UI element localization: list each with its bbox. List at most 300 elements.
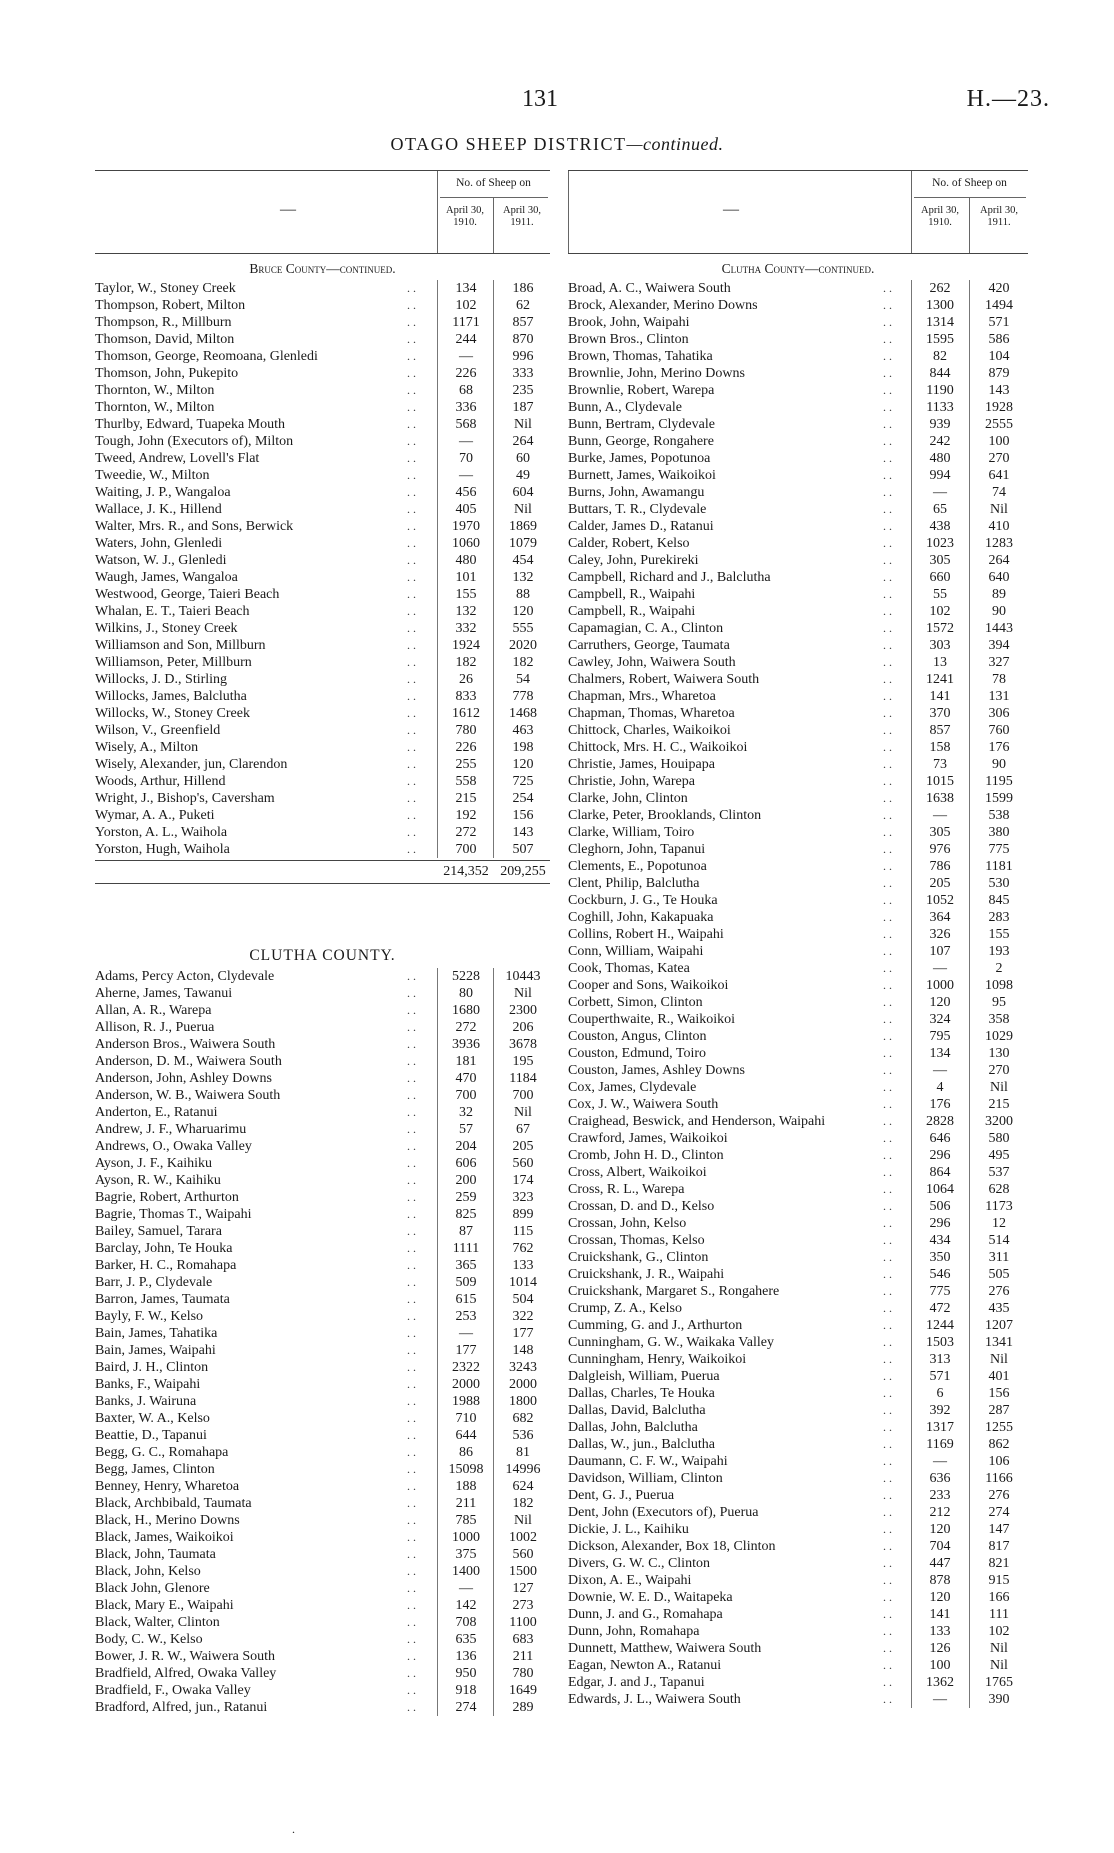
sheep-count-1910: 568 — [455, 417, 477, 432]
sheep-count-1911: 62 — [516, 298, 530, 313]
table-row — [568, 484, 1028, 501]
leader-dots: . . — [407, 1564, 416, 1578]
table-row — [568, 1691, 1028, 1708]
sheep-count-1911: 100 — [988, 434, 1010, 449]
table-row — [95, 484, 550, 501]
holder-name: Thornton, W., Milton — [95, 383, 215, 398]
holder-name: Burns, John, Awamangu — [568, 485, 705, 500]
sheep-count-1911: 1184 — [509, 1071, 537, 1086]
sheep-count-1910: 700 — [455, 1088, 477, 1103]
holder-name: Burnett, James, Waikoikoi — [568, 468, 716, 483]
table-row — [568, 909, 1028, 926]
holder-name: Christie, James, Houipapa — [568, 757, 715, 772]
leader-dots: . . — [407, 1326, 416, 1340]
sheep-count-1910: 6 — [936, 1386, 944, 1401]
table-row — [568, 994, 1028, 1011]
sheep-count-1910: 141 — [929, 1607, 951, 1622]
sheep-count-1910: 636 — [929, 1471, 951, 1486]
column-rule — [969, 280, 970, 1708]
sheep-count-1911: 628 — [988, 1182, 1010, 1197]
sheep-count-1911: 60 — [516, 451, 530, 466]
table-row — [568, 1079, 1028, 1096]
holder-name: Brock, Alexander, Merino Downs — [568, 298, 758, 313]
leader-dots: . . — [407, 774, 416, 788]
table-row — [568, 1521, 1028, 1538]
leader-dots: . . — [407, 400, 416, 414]
page-header — [0, 80, 1114, 120]
table-row — [568, 773, 1028, 790]
sheep-count-1911: 195 — [512, 1054, 534, 1069]
leader-dots: . . — [883, 1658, 892, 1672]
table-row — [95, 654, 550, 671]
leader-dots: . . — [883, 1148, 892, 1162]
holder-name: Williamson and Son, Millburn — [95, 638, 266, 653]
sheep-count-1910: 13 — [933, 655, 947, 670]
leader-dots: . . — [883, 1386, 892, 1400]
holder-name: Clarke, John, Clinton — [568, 791, 688, 806]
holder-name: Bain, James, Tahatika — [95, 1326, 218, 1341]
leader-dots: . . — [883, 1063, 892, 1077]
holder-name: Watson, W. J., Glenledi — [95, 553, 227, 568]
table-row — [568, 1623, 1028, 1640]
header-col-1910: April 30, 1910. — [446, 205, 484, 228]
holder-name: Brownlie, Robert, Warepa — [568, 383, 715, 398]
leader-dots: . . — [883, 740, 892, 754]
leader-dots: . . — [407, 1139, 416, 1153]
holder-name: Chapman, Mrs., Wharetoa — [568, 689, 716, 704]
leader-dots: . . — [407, 1632, 416, 1646]
table-row — [568, 399, 1028, 416]
table-row — [568, 569, 1028, 586]
sheep-count-1910: 1300 — [926, 298, 954, 313]
table-row — [568, 858, 1028, 875]
holder-name: Chalmers, Robert, Waiwera South — [568, 672, 760, 687]
sheep-count-1911: 700 — [512, 1088, 534, 1103]
holder-name: Collins, Robert H., Waipahi — [568, 927, 724, 942]
page-title — [0, 134, 1114, 155]
leader-dots: . . — [407, 1649, 416, 1663]
leader-dots: . . — [407, 1037, 416, 1051]
table-row — [95, 1665, 550, 1682]
table-row — [95, 467, 550, 484]
holder-name: Wisely, A., Milton — [95, 740, 199, 755]
sheep-count-1910: 1595 — [926, 332, 954, 347]
holder-name: Chapman, Thomas, Wharetoa — [568, 706, 735, 721]
sheep-count-1911: 74 — [992, 485, 1006, 500]
leader-dots: . . — [407, 1156, 416, 1170]
sheep-count-1911: 176 — [988, 740, 1010, 755]
total-1911: 209,255 — [500, 864, 546, 879]
holder-name: Andrew, J. F., Wharuarimu — [95, 1122, 247, 1137]
sheep-count-1911: 130 — [988, 1046, 1010, 1061]
leader-dots: . . — [407, 1309, 416, 1323]
table-row — [95, 1172, 550, 1189]
holder-name: Davidson, William, Clinton — [568, 1471, 723, 1486]
holder-name: Crossan, D. and D., Kelso — [568, 1199, 715, 1214]
holder-name: Brown Bros., Clinton — [568, 332, 689, 347]
table-row — [568, 790, 1028, 807]
sheep-count-1910: 233 — [929, 1488, 951, 1503]
holder-name: Anderson, W. B., Waiwera South — [95, 1088, 281, 1103]
sheep-count-1910: 57 — [459, 1122, 473, 1137]
sheep-count-1911: 1765 — [985, 1675, 1013, 1690]
holder-name: Anderson Bros., Waiwera South — [95, 1037, 276, 1052]
sheep-count-1910: 82 — [933, 349, 947, 364]
holder-name: Broad, A. C., Waiwera South — [568, 281, 731, 296]
sheep-count-1911: 54 — [516, 672, 530, 687]
table-row — [95, 1512, 550, 1529]
sheep-count-1910: 192 — [455, 808, 477, 823]
leader-dots: . . — [883, 774, 892, 788]
sheep-count-1910: 120 — [929, 995, 951, 1010]
sheep-count-1910: 274 — [455, 1700, 477, 1715]
sheep-count-1910: 976 — [929, 842, 951, 857]
leader-dots: . . — [883, 1607, 892, 1621]
holder-name: Edwards, J. L., Waiwera South — [568, 1692, 741, 1707]
holder-name: Thompson, R., Millburn — [95, 315, 232, 330]
holder-name: Dixon, A. E., Waipahi — [568, 1573, 692, 1588]
table-row — [568, 1147, 1028, 1164]
sheep-count-1910: 242 — [929, 434, 951, 449]
leader-dots: . . — [883, 961, 892, 975]
leader-dots: . . — [407, 1462, 416, 1476]
sheep-count-1910: 212 — [929, 1505, 951, 1520]
holder-name: Dunn, John, Romahapa — [568, 1624, 700, 1639]
holder-name: Thomson, John, Pukepito — [95, 366, 239, 381]
table-row — [568, 892, 1028, 909]
leader-dots: . . — [883, 1488, 892, 1502]
sheep-count-1910: 68 — [459, 383, 473, 398]
holder-name: Cruickshank, Margaret S., Rongahere — [568, 1284, 780, 1299]
holder-name: Waters, John, Glenledi — [95, 536, 223, 551]
table-row — [95, 1648, 550, 1665]
leader-dots: . . — [883, 1573, 892, 1587]
sheep-count-1910: 215 — [455, 791, 477, 806]
table-row — [568, 739, 1028, 756]
sheep-count-1911: 215 — [988, 1097, 1010, 1112]
leader-dots: . . — [407, 281, 416, 295]
table-row — [568, 297, 1028, 314]
bruce-county-rows — [95, 280, 550, 858]
sheep-count-1910: 833 — [455, 689, 477, 704]
sheep-count-1911: 283 — [988, 910, 1010, 925]
table-row — [95, 705, 550, 722]
table-row — [95, 1019, 550, 1036]
leader-dots: . . — [883, 842, 892, 856]
holder-name: Bayly, F. W., Kelso — [95, 1309, 204, 1324]
table-row — [568, 1232, 1028, 1249]
table-row — [95, 1376, 550, 1393]
sheep-count-1910: 313 — [929, 1352, 951, 1367]
table-row — [568, 1062, 1028, 1079]
sheep-count-1911: 2020 — [509, 638, 537, 653]
sheep-count-1911: 560 — [512, 1156, 534, 1171]
sheep-count-1910: 918 — [455, 1683, 477, 1698]
leader-dots: . . — [407, 1105, 416, 1119]
table-row — [568, 1266, 1028, 1283]
sheep-count-1910: 296 — [929, 1216, 951, 1231]
sheep-count-1911: 182 — [512, 655, 534, 670]
sheep-count-1911: 1599 — [985, 791, 1013, 806]
sheep-count-1910: 296 — [929, 1148, 951, 1163]
table-row — [95, 671, 550, 688]
sheep-count-1911: 127 — [512, 1581, 534, 1596]
holder-name: Craighead, Beswick, and Henderson, Waipahi — [568, 1114, 826, 1129]
holder-name: Cox, James, Clydevale — [568, 1080, 697, 1095]
sheep-count-1911: 206 — [512, 1020, 534, 1035]
holder-name: Tweed, Andrew, Lovell's Flat — [95, 451, 260, 466]
sheep-count-1911: 323 — [512, 1190, 534, 1205]
leader-dots: . . — [407, 1547, 416, 1561]
sheep-count-1911: 504 — [512, 1292, 534, 1307]
holder-name: Clements, E., Popotunoa — [568, 859, 707, 874]
sheep-count-1911: 390 — [988, 1692, 1010, 1707]
sheep-count-1910: 107 — [929, 944, 951, 959]
sheep-count-1910: 102 — [455, 298, 477, 313]
sheep-count-1911: 560 — [512, 1547, 534, 1562]
sheep-count-1910: 1171 — [452, 315, 480, 330]
table-row — [95, 1580, 550, 1597]
holder-name: Allan, A. R., Warepa — [95, 1003, 212, 1018]
table-row — [95, 722, 550, 739]
sheep-count-1910: 3936 — [452, 1037, 480, 1052]
header-group-label: No. of Sheep on — [456, 177, 531, 189]
leader-dots: . . — [407, 757, 416, 771]
leader-dots: . . — [407, 315, 416, 329]
holder-name: Banks, J. Wairuna — [95, 1394, 197, 1409]
sheep-count-1911: 410 — [988, 519, 1010, 534]
leader-dots: . . — [407, 1513, 416, 1527]
sheep-count-1910: 1503 — [926, 1335, 954, 1350]
holder-name: Aherne, James, Tawanui — [95, 986, 233, 1001]
leader-dots: . . — [883, 1641, 892, 1655]
table-row — [95, 841, 550, 858]
sheep-count-1910: 1133 — [926, 400, 954, 415]
sheep-count-1911: 143 — [988, 383, 1010, 398]
column-rule — [493, 280, 494, 858]
sheep-count-1910: 708 — [455, 1615, 477, 1630]
holder-name: Campbell, R., Waipahi — [568, 604, 696, 619]
sheep-count-1911: 205 — [512, 1139, 534, 1154]
table-row — [568, 1011, 1028, 1028]
leader-dots: . . — [883, 1114, 892, 1128]
leader-dots: . . — [883, 1301, 892, 1315]
leader-dots: . . — [407, 604, 416, 618]
sheep-count-1911: Nil — [514, 1513, 532, 1528]
sheep-count-1911: 133 — [512, 1258, 534, 1273]
sheep-count-1911: 322 — [512, 1309, 534, 1324]
table-row — [95, 1291, 550, 1308]
sheep-count-1910: 1988 — [452, 1394, 480, 1409]
leader-dots: . . — [407, 986, 416, 1000]
holder-name: Dunn, J. and G., Romahapa — [568, 1607, 723, 1622]
sheep-count-1910: 55 — [933, 587, 947, 602]
leader-dots: . . — [407, 1360, 416, 1374]
sheep-count-1910: — — [459, 1581, 473, 1596]
table-row — [568, 382, 1028, 399]
holder-name: Tweedie, W., Milton — [95, 468, 210, 483]
leader-dots: . . — [883, 1250, 892, 1264]
holder-name: Downie, W. E. D., Waitapeka — [568, 1590, 733, 1605]
holder-name: Begg, James, Clinton — [95, 1462, 215, 1477]
holder-name: Chittock, Charles, Waikoikoi — [568, 723, 731, 738]
table-row — [568, 1164, 1028, 1181]
leader-dots: . . — [883, 876, 892, 890]
leader-dots: . . — [883, 468, 892, 482]
holder-name: Thomson, George, Reomoana, Glenledi — [95, 349, 318, 364]
leader-dots: . . — [407, 1088, 416, 1102]
sheep-count-1910: — — [459, 1326, 473, 1341]
sheep-count-1910: 4 — [936, 1080, 944, 1095]
table-row — [95, 1359, 550, 1376]
sheep-count-1911: 90 — [992, 604, 1006, 619]
leader-dots: . . — [883, 553, 892, 567]
table-row — [95, 1070, 550, 1087]
holder-name: Anderson, John, Ashley Downs — [95, 1071, 272, 1086]
sheep-count-1910: 392 — [929, 1403, 951, 1418]
sheep-count-1911: 81 — [516, 1445, 530, 1460]
sheep-count-1911: 111 — [989, 1607, 1009, 1622]
sheep-count-1910: 644 — [455, 1428, 477, 1443]
holder-name: Benney, Henry, Wharetoa — [95, 1479, 240, 1494]
holder-name: Couston, Edmund, Toiro — [568, 1046, 706, 1061]
leader-dots: . . — [407, 1343, 416, 1357]
table-row — [568, 1589, 1028, 1606]
leader-dots: . . — [407, 1700, 416, 1714]
holder-name: Thurlby, Edward, Tuapeka Mouth — [95, 417, 286, 432]
sheep-count-1911: 106 — [988, 1454, 1010, 1469]
header-group-label: No. of Sheep on — [932, 177, 1007, 189]
holder-name: Banks, F., Waipahi — [95, 1377, 201, 1392]
table-row — [95, 535, 550, 552]
holder-name: Barker, H. C., Romahapa — [95, 1258, 237, 1273]
sheep-count-1910: 1064 — [926, 1182, 954, 1197]
holder-name: Wright, J., Bishop's, Caversham — [95, 791, 275, 806]
sheep-count-1910: — — [933, 961, 947, 976]
holder-name: Tough, John (Executors of), Milton — [95, 434, 294, 449]
leader-dots: . . — [883, 1080, 892, 1094]
sheep-count-1911: 148 — [512, 1343, 534, 1358]
sheep-count-1911: 624 — [512, 1479, 534, 1494]
sheep-count-1911: 358 — [988, 1012, 1010, 1027]
sheep-count-1911: 270 — [988, 451, 1010, 466]
table-row — [568, 467, 1028, 484]
leader-dots: . . — [883, 1352, 892, 1366]
table-row — [95, 1427, 550, 1444]
leader-dots: . . — [883, 1131, 892, 1145]
leader-dots: . . — [883, 621, 892, 635]
sheep-count-1910: 1000 — [926, 978, 954, 993]
sheep-count-1911: 604 — [512, 485, 534, 500]
holder-name: Baird, J. H., Clinton — [95, 1360, 209, 1375]
sheep-count-1911: 683 — [512, 1632, 534, 1647]
sheep-count-1910: 506 — [929, 1199, 951, 1214]
holder-name: Coghill, John, Kakapuaka — [568, 910, 714, 925]
table-row — [568, 1453, 1028, 1470]
leader-dots: . . — [407, 1598, 416, 1612]
holder-name: Edgar, J. and J., Tapanui — [568, 1675, 705, 1690]
leader-dots: . . — [883, 1624, 892, 1638]
leader-dots: . . — [883, 944, 892, 958]
leader-dots: . . — [407, 434, 416, 448]
table-row — [95, 620, 550, 637]
table-row — [568, 1538, 1028, 1555]
leader-dots: . . — [407, 451, 416, 465]
table-row — [568, 416, 1028, 433]
sheep-count-1910: 205 — [929, 876, 951, 891]
table-row — [568, 1640, 1028, 1657]
table-row — [95, 433, 550, 450]
sheep-count-1911: 780 — [512, 1666, 534, 1681]
sheep-count-1911: 463 — [512, 723, 534, 738]
table-row — [95, 552, 550, 569]
leader-dots: . . — [883, 825, 892, 839]
sheep-count-1911: 435 — [988, 1301, 1010, 1316]
sheep-count-1911: 862 — [988, 1437, 1010, 1452]
sheep-count-1911: 454 — [512, 553, 534, 568]
leader-dots: . . — [883, 349, 892, 363]
sheep-count-1911: 1468 — [509, 706, 537, 721]
sheep-count-1910: 204 — [455, 1139, 477, 1154]
leader-dots: . . — [883, 434, 892, 448]
sheep-count-1911: 273 — [512, 1598, 534, 1613]
sheep-count-1910: 1400 — [452, 1564, 480, 1579]
leader-dots: . . — [407, 1530, 416, 1544]
leader-dots: . . — [407, 1292, 416, 1306]
holder-name: Corbett, Simon, Clinton — [568, 995, 703, 1010]
sheep-count-1910: 2000 — [452, 1377, 480, 1392]
table-row — [95, 1206, 550, 1223]
table-row — [95, 1478, 550, 1495]
leader-dots: . . — [407, 969, 416, 983]
sheep-count-1910: 1169 — [926, 1437, 954, 1452]
sheep-count-1910: 456 — [455, 485, 477, 500]
table-row — [95, 297, 550, 314]
table-row — [95, 314, 550, 331]
sheep-count-1910: 332 — [455, 621, 477, 636]
leader-dots: . . — [407, 1428, 416, 1442]
sheep-count-1911: 1255 — [985, 1420, 1013, 1435]
table-row — [95, 1597, 550, 1614]
sheep-count-1911: 274 — [988, 1505, 1010, 1520]
sheep-count-1911: 1869 — [509, 519, 537, 534]
table-row — [95, 382, 550, 399]
leader-dots: . . — [883, 1284, 892, 1298]
table-row — [568, 501, 1028, 518]
sheep-count-1911: 1079 — [509, 536, 537, 551]
leader-dots: . . — [407, 536, 416, 550]
sheep-count-1910: 2322 — [452, 1360, 480, 1375]
sheep-count-1910: 364 — [929, 910, 951, 925]
sheep-count-1910: 375 — [455, 1547, 477, 1562]
sheep-count-1910: 136 — [455, 1649, 477, 1664]
sheep-count-1911: 289 — [512, 1700, 534, 1715]
sheep-count-1911: 571 — [988, 315, 1010, 330]
table-row — [95, 1563, 550, 1580]
sheep-count-1911: Nil — [990, 1080, 1008, 1095]
table-row — [568, 1283, 1028, 1300]
header-col-1911: April 30, 1911. — [503, 205, 541, 228]
leader-dots: . . — [883, 502, 892, 516]
holder-name: Body, C. W., Kelso — [95, 1632, 203, 1647]
table-row — [95, 1257, 550, 1274]
sheep-count-1911: 682 — [512, 1411, 534, 1426]
leader-dots: . . — [883, 1675, 892, 1689]
leader-dots: . . — [407, 672, 416, 686]
table-row — [568, 1674, 1028, 1691]
holder-name: Cawley, John, Waiwera South — [568, 655, 736, 670]
leader-dots: . . — [407, 298, 416, 312]
